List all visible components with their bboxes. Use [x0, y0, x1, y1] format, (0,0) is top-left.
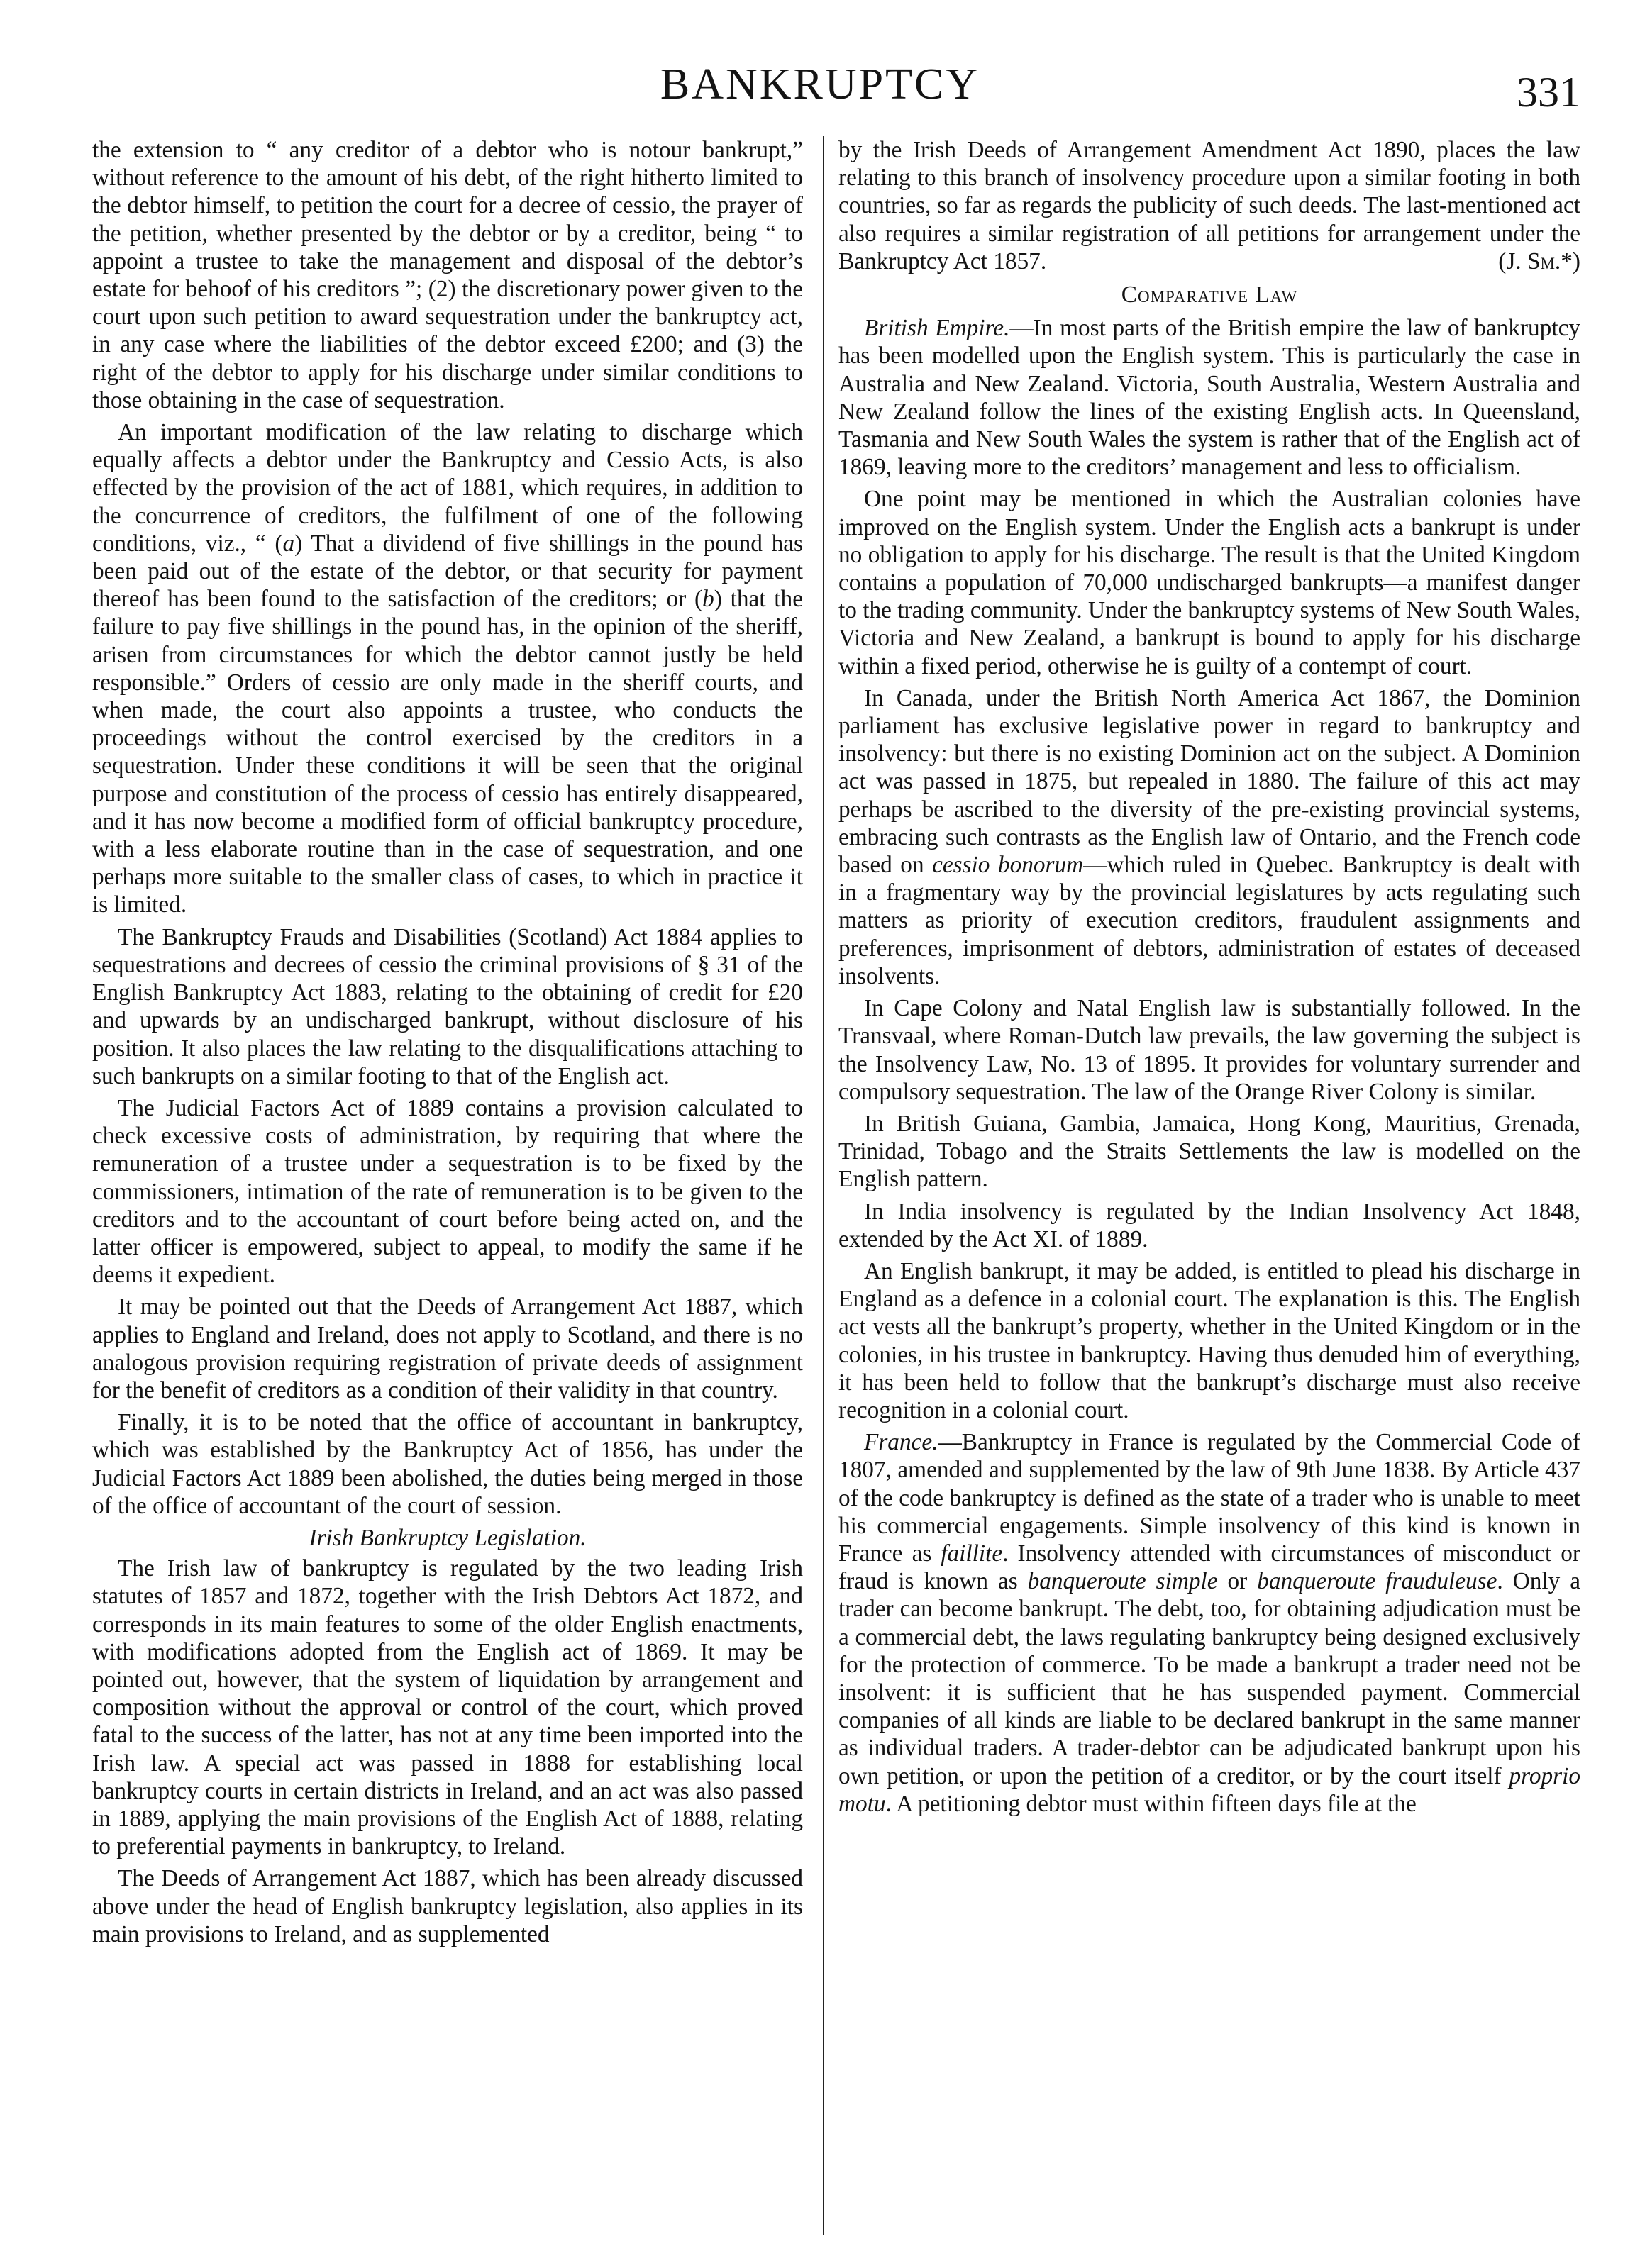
paragraph: by the Irish Deeds of Arrangement Amendment Act 1890, places the law relating to this branch of insolvency procedure upon a similar footing in both countries, so far as regards the publicity of such deeds. The last-mentioned act also requires a similar registration of all petitions for arrangement under the Bankruptcy Act 1857. (J. Sm.*) [838, 137, 1580, 274]
paragraph: In Cape Colony and Natal English law is substantially followed. In the Transvaal, where Roman-Dutch law prevails, the law governing the subject is the Insolvency Law, No. 13 of 1895. It provides for voluntary surrender and compulsory sequestration. The law of the Orange River Colony is similar. [838, 995, 1580, 1105]
paragraph: The Irish law of bankruptcy is regulated by the two leading Irish statutes of 1857 and 1872, together with the Irish Debtors Act 1872, and corresponds in its main features to some of the older English enactments, with modifications adopted from the English act of 1869. It may be pointed out, however, that the system of liquidation by arrangement and composition without the approval or control of the court, which proved fatal to the success of the latter, has not at any time been imported into the Irish law. A special act was passed in 1888 for establishing local bankruptcy courts in certain districts in Ireland, and an act was also passed in 1889, applying the main provisions of the English Act of 1888, relating to preferential payments in bankruptcy, to Ireland. [92, 1555, 803, 1860]
paragraph: The Bankruptcy Frauds and Disabilities (Scotland) Act 1884 applies to sequestrations and decrees of cessio the criminal provisions of § 31 of the English Bankruptcy Act 1883, relating to the obtaining of credit for £20 and upwards by an undischarged bankrupt, without disclosure of his position. It also places the law relating to the disqualifications attaching to such bankrupts on a similar footing to that of the English act. [92, 923, 803, 1089]
page-number: 331 [1517, 69, 1580, 116]
paragraph: In Canada, under the British North America Act 1867, the Dominion parliament has exclusive legislative power in regard to bankruptcy and insolvency: but there is no existing Dominion act on the subject. A Dominion act was passed in 1875, but repealed in 1880. The failure of this act may perhaps be ascribed to the diversity of the pre-existing provincial systems, embracing such contrasts as the English law of Ontario, and the French code based on cessio bonorum—which ruled in Quebec. Bankruptcy is dealt with in a fragmentary way by the provincial legislatures by acts regulating such matters as priority of execution creditors, fraudulent assignments and preferences, imprisonment of debtors, administration of estates of deceased insolvents. [838, 684, 1580, 989]
paragraph: An English bankrupt, it may be added, is entitled to plead his discharge in England as a defence in a colonial court. The explanation is this. The English act vests all the bankrupt’s property, whether in the United Kingdom or in the colonies, in his trustee in bankruptcy. Having thus denuded him of everything, it has been held to follow that the bankrupt’s discharge must also receive recognition in a colonial court. [838, 1257, 1580, 1423]
paragraph: Finally, it is to be noted that the office of accountant in bankruptcy, which was established by the Bankruptcy Act of 1856, has under the Judicial Factors Act 1889 been abolished, the duties being merged in those of the office of accountant of the court of session. [92, 1409, 803, 1519]
section-heading: Comparative Law [1121, 282, 1298, 308]
paragraph: the extension to “ any creditor of a debtor who is notour bankrupt,” without reference to the amount of his debt, of the right hitherto limited to the debtor himself, to petition the court for a decree of cessio, the prayer of the petition, whether presented by the debtor or by a creditor, being “ to appoint a trustee to take the management and disposal of the debtor’s estate for behoof of his creditors ”; (2) the discretionary power given to the court upon such petition to award sequestration under the bankruptcy act, in any case where the liabilities of the debtor exceed £200; and (3) the right of the debtor to apply for his discharge under similar conditions to those obtaining in the case of sequestration. [92, 137, 803, 413]
left-column [92, 136, 803, 1952]
paragraph: In India insolvency is regulated by the Indian Insolvency Act 1848, extended by the Act XI. of 1889. [838, 1198, 1580, 1252]
paragraph: France.—Bankruptcy in France is regulated by the Commercial Code of 1807, amended and supplemented by the law of 9th June 1838. By Article 437 of the code bankruptcy is defined as the state of a trader who is unable to meet his commercial engagements. Simple insolvency of this kind is known in France as faillite. Insolvency attended with circumstances of misconduct or fraud is known as banqueroute simple or banqueroute frauduleuse. Only a trader can become bankrupt. The debt, too, for obtaining adjudication must be a commercial debt, the laws regulating bankruptcy being designed exclusively for the protection of commerce. To be made a bankrupt a trader need not be insolvent: it is sufficient that he has suspended payment. Commercial companies of all kinds are liable to be declared bankrupt in the same manner as individual traders. A trader-debtor can be adjudicated bankrupt upon his own petition, or upon the petition of a creditor, or by the court itself proprio motu. A petitioning debtor must within fifteen days file at the [838, 1429, 1581, 1817]
paragraph: The Deeds of Arrangement Act 1887, which has been already discussed above under the head of English bankruptcy legislation, also applies in its main provisions to Ireland, and as supplemented [92, 1865, 803, 1947]
paragraph: In British Guiana, Gambia, Jamaica, Hong Kong, Mauritius, Grenada, Trinidad, Tobago and the Straits Settlements the law is modelled on the English pattern. [838, 1110, 1580, 1193]
right-column [838, 136, 1580, 1822]
run-in-heading: British Empire. [864, 315, 1010, 342]
section-subheading: Irish Bankruptcy Legislation. [309, 1524, 587, 1551]
paragraph: An important modification of the law relating to discharge which equally affects a debtor under the Bankruptcy and Cessio Acts, is also effected by the provision of the act of 1881, which requires, in addition to the concurrence of creditors, the fulfilment of one of the following conditions, viz., “ (a) That a dividend of five shillings in the pound has been paid out of the estate of the debtor, or that security for payment thereof has been found to the satisfaction of the creditors; or (b) that the failure to pay five shillings in the pound has, in the opinion of the sheriff, arisen from circumstances for which the debtor cannot justly be held responsible.” Orders of cessio are only made in the sheriff courts, and when made, the court also appoints a trustee, who conducts the proceedings without the control exercised by the creditors in a sequestration. Under these conditions it will be seen that the original purpose and constitution of the process of cessio has entirely disappeared, and it has now become a modified form of official bankruptcy procedure, with a less elaborate routine than in the case of sequestration, and one perhaps more suitable to the smaller class of cases, to which in practice it is limited. [92, 419, 803, 918]
author-signature: (J. Sm.*) [1498, 248, 1580, 274]
run-in-heading: France. [864, 1429, 938, 1456]
column-divider [823, 136, 824, 2235]
paragraph: British Empire.—In most parts of the British empire the law of bankruptcy has been modelled upon the English system. This is particularly the case in Australia and New Zealand. Victoria, South Australia, Western Australia and New Zealand follow the lines of the existing English acts. In Queensland, Tasmania and New South Wales the system is rather that of the English act of 1869, leaving more to the creditors’ management and less to officialism. [838, 315, 1580, 481]
paragraph: It may be pointed out that the Deeds of Arrangement Act 1887, which applies to England and Ireland, does not apply to Scotland, and there is no analogous provision requiring registration of private deeds of assignment for the benefit of creditors as a condition of their validity in that country. [92, 1294, 803, 1403]
paragraph: One point may be mentioned in which the Australian colonies have improved on the English system. Under the English acts a bankrupt is under no obligation to apply for his discharge. The result is that the United Kingdom contains a population of 70,000 undischarged bankrupts—a manifest danger to the trading community. Under the bankruptcy systems of New South Wales, Victoria and New Zealand, a bankrupt is bound to apply for his discharge within a fixed period, otherwise he is guilty of a contempt of court. [838, 486, 1580, 679]
paragraph: The Judicial Factors Act of 1889 contains a provision calculated to check excessive costs of administration, by requiring that where the remuneration of a trustee under a sequestration is to be fixed by the commissioners, intimation of the rate of remuneration is to be given to the creditors and to the accountant of court before being acted on, and the latter officer is empowered, subject to appeal, to modify the same if he deems it expedient. [92, 1094, 803, 1289]
running-head: BANKRUPTCY [660, 60, 980, 109]
